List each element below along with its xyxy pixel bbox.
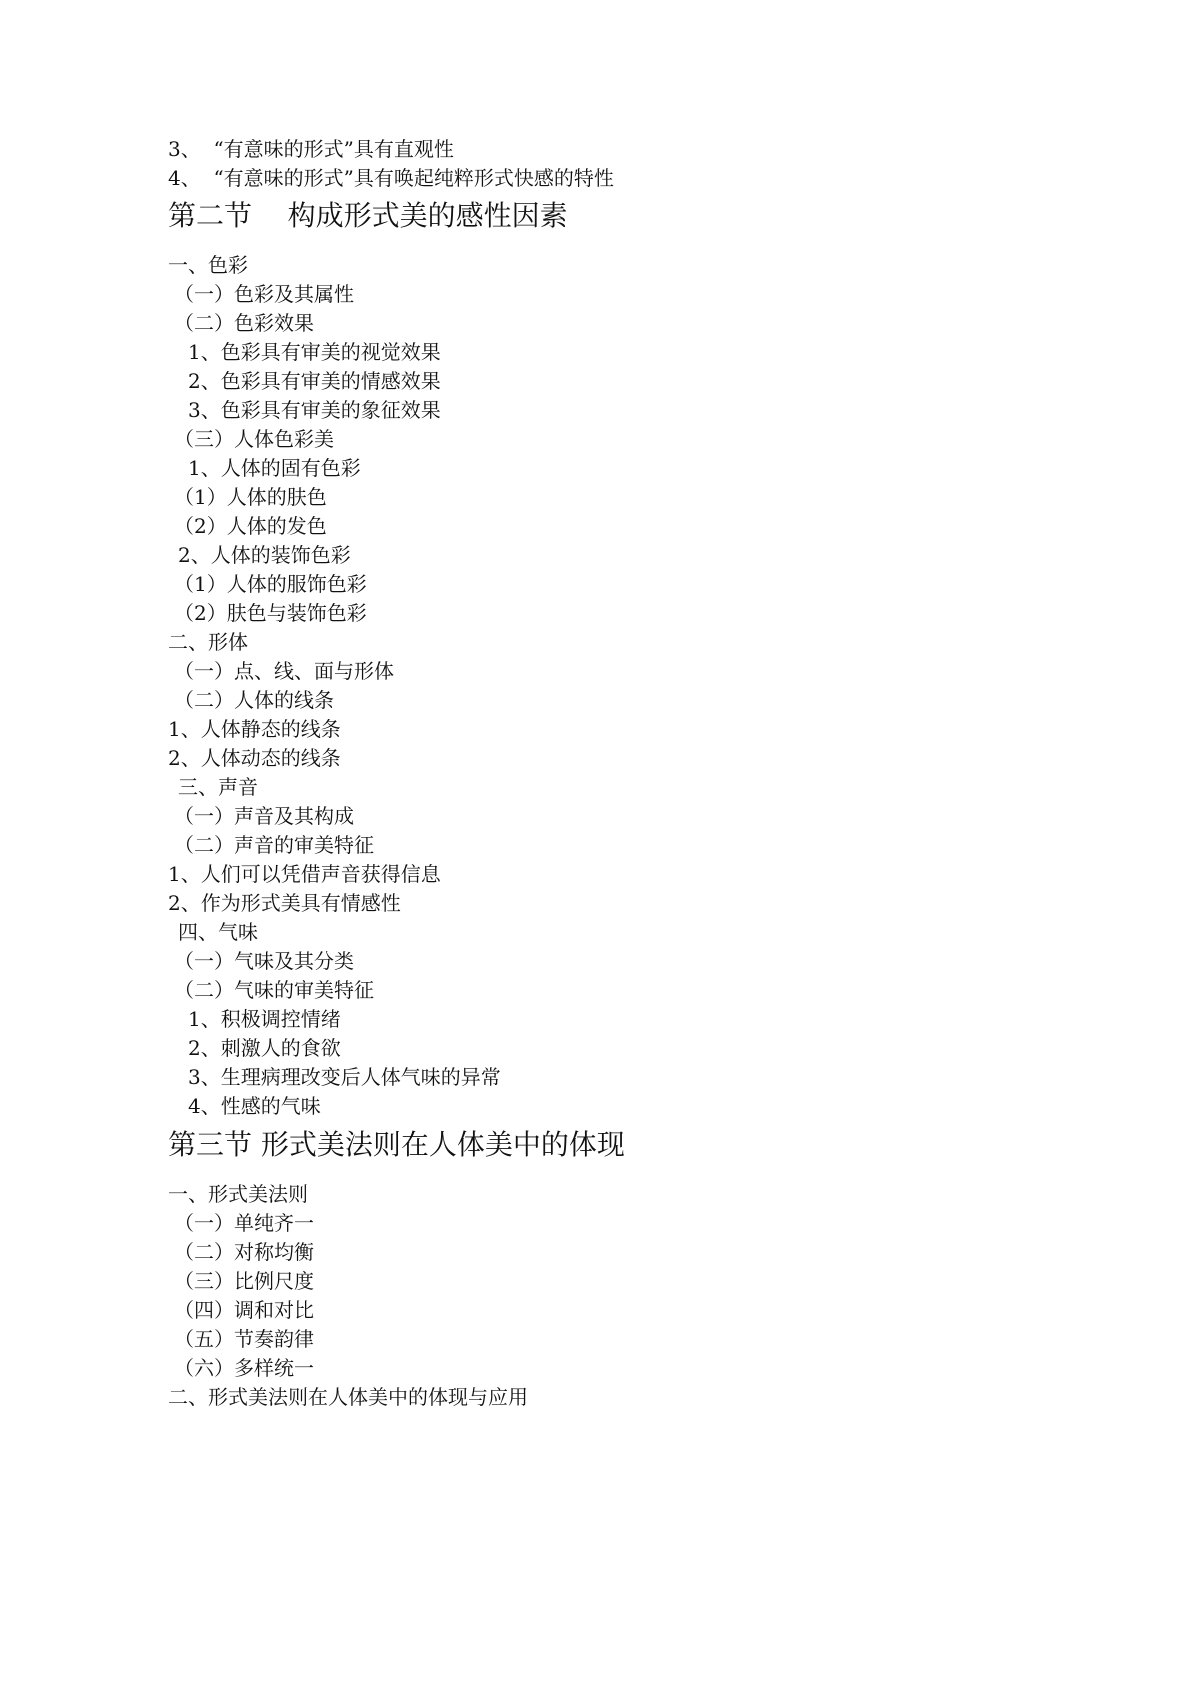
outline-item: 三、声音 [178,775,258,799]
outline-item: （二）色彩效果 [174,311,314,335]
outline-item: 1、人体静态的线条 [168,717,341,741]
outline-item: 3、生理病理改变后人体气味的异常 [188,1065,501,1089]
outline-item: 2、人体动态的线条 [168,746,341,770]
outline-item: （2）人体的发色 [174,514,327,538]
outline-item: （一）单纯齐一 [174,1211,314,1235]
outline-item: 1、人体的固有色彩 [188,456,361,480]
outline-item: 1、积极调控情绪 [188,1007,341,1031]
outline-item: （二）声音的审美特征 [174,833,374,857]
outline-item: 4、性感的气味 [188,1094,321,1118]
outline-item: 1、色彩具有审美的视觉效果 [188,340,441,364]
outline-item: （二）气味的审美特征 [174,978,374,1002]
outline-item: （2）肤色与装饰色彩 [174,601,367,625]
outline-item: （四）调和对比 [174,1298,314,1322]
outline-item: 2、人体的装饰色彩 [178,543,351,567]
outline-item: （一）气味及其分类 [174,949,354,973]
outline-item: （二）对称均衡 [174,1240,314,1264]
outline-item: 二、形式美法则在人体美中的体现与应用 [168,1385,528,1409]
outline-item: （六）多样统一 [174,1356,314,1380]
outline-item: 一、色彩 [168,253,248,277]
outline-item: 3、色彩具有审美的象征效果 [188,398,441,422]
outline-item: （五）节奏韵律 [174,1327,314,1351]
outline-item: （一）色彩及其属性 [174,282,354,306]
outline-item: 四、气味 [178,920,258,944]
outline-item: 二、形体 [168,630,248,654]
outline-item: 3、 “有意味的形式”具有直观性 [168,137,454,161]
outline-item: 2、作为形式美具有情感性 [168,891,401,915]
section-heading: 第二节 构成形式美的感性因素 [168,199,568,232]
outline-item: （一）点、线、面与形体 [174,659,394,683]
outline-item: （1）人体的肤色 [174,485,327,509]
outline-item: 一、形式美法则 [168,1182,308,1206]
outline-item: 2、刺激人的食欲 [188,1036,341,1060]
outline-item: （一）声音及其构成 [174,804,354,828]
outline-item: （三）人体色彩美 [174,427,334,451]
outline-item: 4、 “有意味的形式”具有唤起纯粹形式快感的特性 [168,166,614,190]
outline-item: 1、人们可以凭借声音获得信息 [168,862,441,886]
outline-item: （1）人体的服饰色彩 [174,572,367,596]
section-heading: 第三节 形式美法则在人体美中的体现 [168,1128,625,1161]
outline-item: （三）比例尺度 [174,1269,314,1293]
outline-item: （二）人体的线条 [174,688,334,712]
outline-item: 2、色彩具有审美的情感效果 [188,369,441,393]
